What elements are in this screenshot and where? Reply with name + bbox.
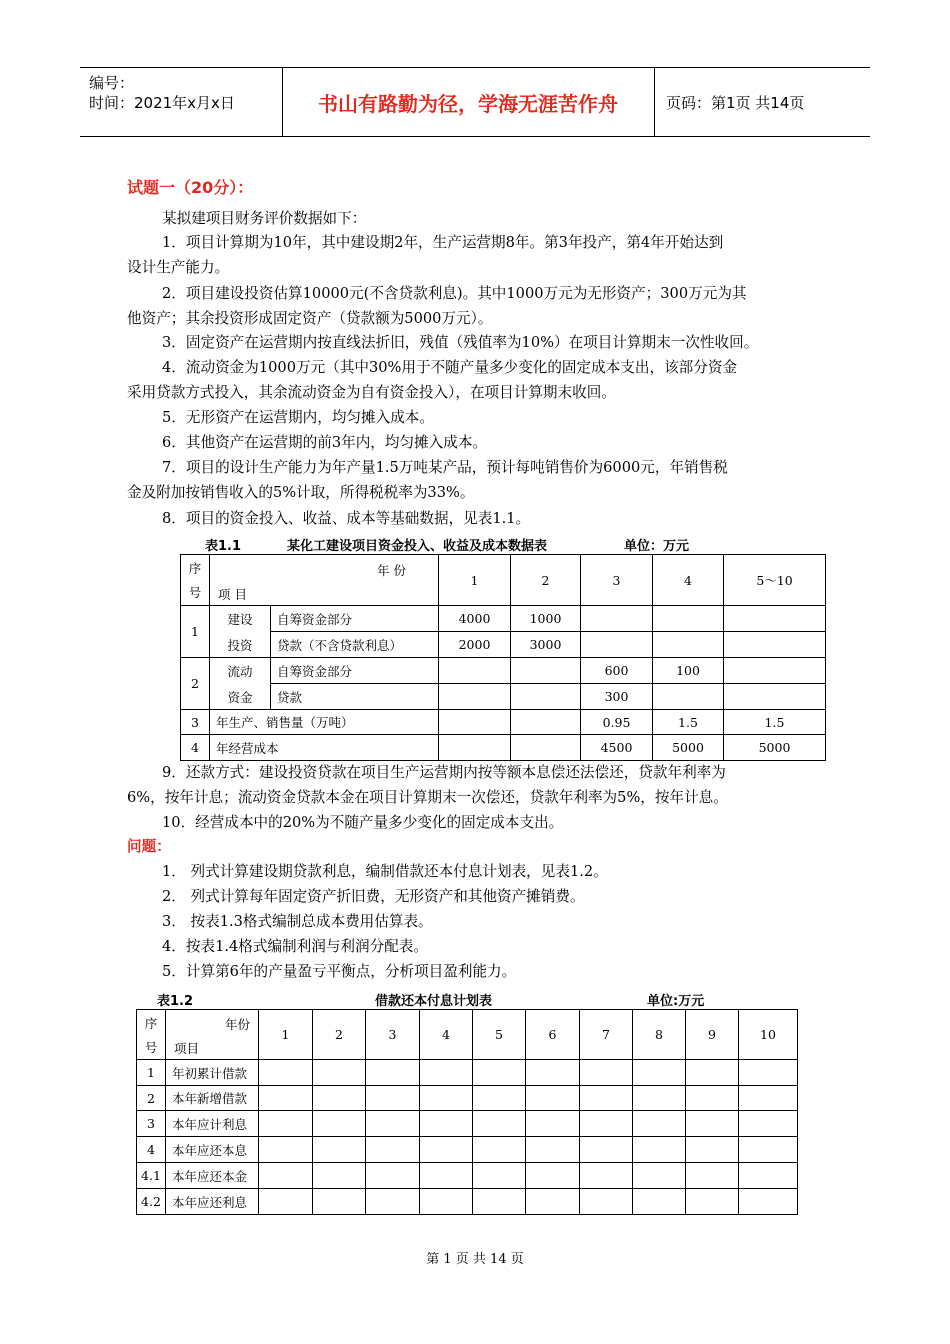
- question-1: 1． 列式计算建设期贷款利息，编制借款还本付息计划表，见表1.2。: [162, 863, 608, 880]
- para-2a: 2．项目建设投资估算10000元(不含贷款利息)。其中1000万元为无形资产；300万元为其: [162, 285, 747, 302]
- row-number: 1: [137, 1060, 166, 1086]
- table2-item-label: 项目: [174, 1041, 200, 1056]
- cell-value: [653, 606, 724, 632]
- row-number: 2: [137, 1086, 166, 1111]
- row-item-name: 本年应计利息: [166, 1111, 259, 1137]
- table1-caption-number: 表1.1: [205, 539, 242, 554]
- row-item-name: 贷款（不含贷款利息）: [271, 632, 439, 658]
- cell-value: 4500: [581, 735, 653, 761]
- question-3: 3． 按表1.3格式编制总成本费用估算表。: [162, 913, 433, 930]
- table-row: [137, 1137, 798, 1163]
- table1-caption-title: 某化工建设项目资金投入、收益及成本数据表: [287, 539, 548, 554]
- para-9b: 6%，按年计息；流动资金贷款本金在项目计算期末一次偿还，贷款年利率为5%，按年计息。: [127, 789, 728, 806]
- cell-value: [724, 684, 826, 710]
- row-item-name: 自筹资金部分: [271, 606, 439, 632]
- para-9a: 9．还款方式：建设投资贷款在项目生产运营期内按等额本息偿还法偿还，贷款年利率为: [162, 764, 726, 781]
- para-1b: 设计生产能力。: [127, 259, 230, 276]
- table2-year-col: 10: [739, 1010, 798, 1060]
- table-row: [137, 1189, 798, 1215]
- table-row: [137, 1060, 798, 1086]
- cell-value: 5000: [653, 735, 724, 761]
- question-4: 4．按表1.4格式编制利润与利润分配表。: [162, 938, 428, 955]
- table2-year-col: 9: [686, 1010, 739, 1060]
- table2-seq-header: [137, 1010, 166, 1060]
- cell-value: [653, 684, 724, 710]
- para-4b: 采用贷款方式投入，其余流动资金为自有资金投入），在项目计算期末收回。: [127, 384, 616, 401]
- table2-year-label: 年份: [224, 1017, 250, 1032]
- table2-caption-number: 表1.2: [157, 994, 194, 1009]
- intro-text: 某拟建项目财务评价数据如下：: [162, 210, 367, 227]
- cell-value: 4000: [439, 606, 511, 632]
- row-item-name: 本年应还利息: [166, 1189, 259, 1215]
- group-label-a: 流动: [227, 663, 253, 679]
- row-number: 2: [181, 658, 210, 710]
- header-motto: 书山有路勤为径，学海无涯苦作舟: [282, 68, 655, 136]
- para-4a: 4．流动资金为1000万元（其中30%用于不随产量多少变化的固定成本支出，该部分资金: [162, 359, 738, 376]
- table2-year-col: 8: [633, 1010, 686, 1060]
- table1-year-label: 年 份: [377, 563, 406, 578]
- row-group-construction: [210, 606, 271, 658]
- cell-value: 3000: [511, 632, 581, 658]
- cell-value: 1000: [511, 606, 581, 632]
- cell-value: [581, 606, 653, 632]
- cell-value: 2000: [439, 632, 511, 658]
- table-row: [137, 1163, 798, 1189]
- row-number: 3: [137, 1111, 166, 1137]
- table-row: [181, 658, 826, 684]
- table-1-2: [136, 1009, 798, 1215]
- table2-year-col: 5: [473, 1010, 526, 1060]
- table2-year-col: 4: [420, 1010, 473, 1060]
- table2-header-row: [137, 1010, 798, 1060]
- page-footer: 第 1 页 共 14 页: [426, 1252, 524, 1267]
- cell-value: [439, 710, 511, 735]
- question-title: 试题一（20分）：: [127, 178, 254, 197]
- para-7b: 金及附加按销售收入的5%计取，所得税税率为33%。: [127, 484, 475, 501]
- para-6: 6．其他资产在运营期的前3年内，均匀摊入成本。: [162, 434, 488, 451]
- row-item-name: 本年应还本金: [166, 1163, 259, 1189]
- table-row: [181, 735, 826, 761]
- table2-seq-bottom: 号: [144, 1039, 158, 1055]
- table2-year-col: 1: [259, 1010, 313, 1060]
- cell-value: [439, 735, 511, 761]
- table-row: [137, 1086, 798, 1111]
- row-number: 4: [137, 1137, 166, 1163]
- table1-year-col: 4: [653, 555, 724, 606]
- cell-value: 1.5: [653, 710, 724, 735]
- table2-caption-unit: 单位:万元: [647, 994, 705, 1009]
- table1-caption-unit: 单位：万元: [624, 539, 690, 554]
- para-3: 3．固定资产在运营期内按直线法折旧，残值（残值率为10%）在项目计算期末一次性收回。: [162, 334, 759, 351]
- table1-seq-bottom: 号: [188, 585, 202, 600]
- row-item-name: 本年应还本息: [166, 1137, 259, 1163]
- table1-seq-header: [181, 555, 210, 606]
- table1-seq-top: 序: [188, 561, 202, 576]
- group-label-b: 投资: [227, 637, 253, 653]
- cell-value: [724, 632, 826, 658]
- table1-item-label: 项 目: [218, 587, 247, 602]
- row-item-name: 年生产、销售量（万吨）: [210, 710, 439, 735]
- row-item-name: 贷款: [271, 684, 439, 710]
- row-number: 4: [181, 735, 210, 761]
- page-header: [80, 67, 870, 137]
- questions-label: 问题：: [127, 838, 171, 855]
- row-number: 4.1: [137, 1163, 166, 1189]
- cell-value: 0.95: [581, 710, 653, 735]
- row-number: 1: [181, 606, 210, 658]
- cell-value: [511, 710, 581, 735]
- question-2: 2． 列式计算每年固定资产折旧费，无形资产和其他资产摊销费。: [162, 888, 585, 905]
- row-group-working-capital: [210, 658, 271, 710]
- table2-year-col: 6: [526, 1010, 580, 1060]
- para-5: 5．无形资产在运营期内，均匀摊入成本。: [162, 409, 434, 426]
- cell-value: [511, 684, 581, 710]
- para-2b: 他资产；其余投资形成固定资产（贷款额为5000万元）。: [127, 310, 493, 327]
- cell-value: [724, 658, 826, 684]
- table2-corner-header: [166, 1010, 259, 1060]
- cell-value: 600: [581, 658, 653, 684]
- cell-value: [511, 735, 581, 761]
- cell-value: 1.5: [724, 710, 826, 735]
- table1-year-col: 2: [511, 555, 581, 606]
- row-number: 3: [181, 710, 210, 735]
- para-10: 10．经营成本中的20%为不随产量多少变化的固定成本支出。: [162, 814, 564, 831]
- row-item-name: 本年新增借款: [166, 1086, 259, 1111]
- table-row: [181, 684, 826, 710]
- para-1a: 1．项目计算期为10年，其中建设期2年，生产运营期8年。第3年投产，第4年开始达到: [162, 234, 724, 251]
- row-item-name: 年初累计借款: [166, 1060, 259, 1086]
- question-5: 5．计算第6年的产量盈亏平衡点，分析项目盈利能力。: [162, 963, 517, 980]
- cell-value: [511, 658, 581, 684]
- row-item-name: 年经营成本: [210, 735, 439, 761]
- table1-year-col: 3: [581, 555, 653, 606]
- cell-value: [724, 606, 826, 632]
- cell-value: 300: [581, 684, 653, 710]
- group-label-b: 资金: [227, 689, 253, 705]
- table1-year-col: 5～10: [724, 555, 826, 606]
- table-row: [181, 606, 826, 632]
- table-row: [137, 1111, 798, 1137]
- table1-header-row: [181, 555, 826, 606]
- para-8: 8．项目的资金投入、收益、成本等基础数据，见表1.1。: [162, 510, 531, 527]
- header-page-number: 页码：第1页 共14页: [666, 93, 805, 112]
- cell-value: [581, 632, 653, 658]
- row-number: 4.2: [137, 1189, 166, 1215]
- table2-caption-title: 借款还本付息计划表: [375, 994, 493, 1009]
- table2-year-col: 3: [366, 1010, 420, 1060]
- doc-time: 时间：2021年x月x日: [89, 94, 235, 112]
- group-label-a: 建设: [227, 611, 253, 627]
- cell-value: 100: [653, 658, 724, 684]
- cell-value: [439, 684, 511, 710]
- table1-corner-header: [210, 555, 439, 606]
- para-7a: 7．项目的设计生产能力为年产量1.5万吨某产品，预计每吨销售价为6000元，年销售税: [162, 459, 728, 476]
- row-item-name: 自筹资金部分: [271, 658, 439, 684]
- table2-year-col: 7: [580, 1010, 633, 1060]
- doc-number: 编号：: [89, 74, 135, 92]
- cell-value: [653, 632, 724, 658]
- header-meta: [80, 68, 283, 136]
- table-row: [181, 710, 826, 735]
- table-row: [181, 632, 826, 658]
- cell-value: [439, 658, 511, 684]
- table2-year-col: 2: [313, 1010, 366, 1060]
- table-1-1: [180, 554, 826, 761]
- cell-value: 5000: [724, 735, 826, 761]
- table1-year-col: 1: [439, 555, 511, 606]
- table2-seq-top: 序: [144, 1015, 158, 1031]
